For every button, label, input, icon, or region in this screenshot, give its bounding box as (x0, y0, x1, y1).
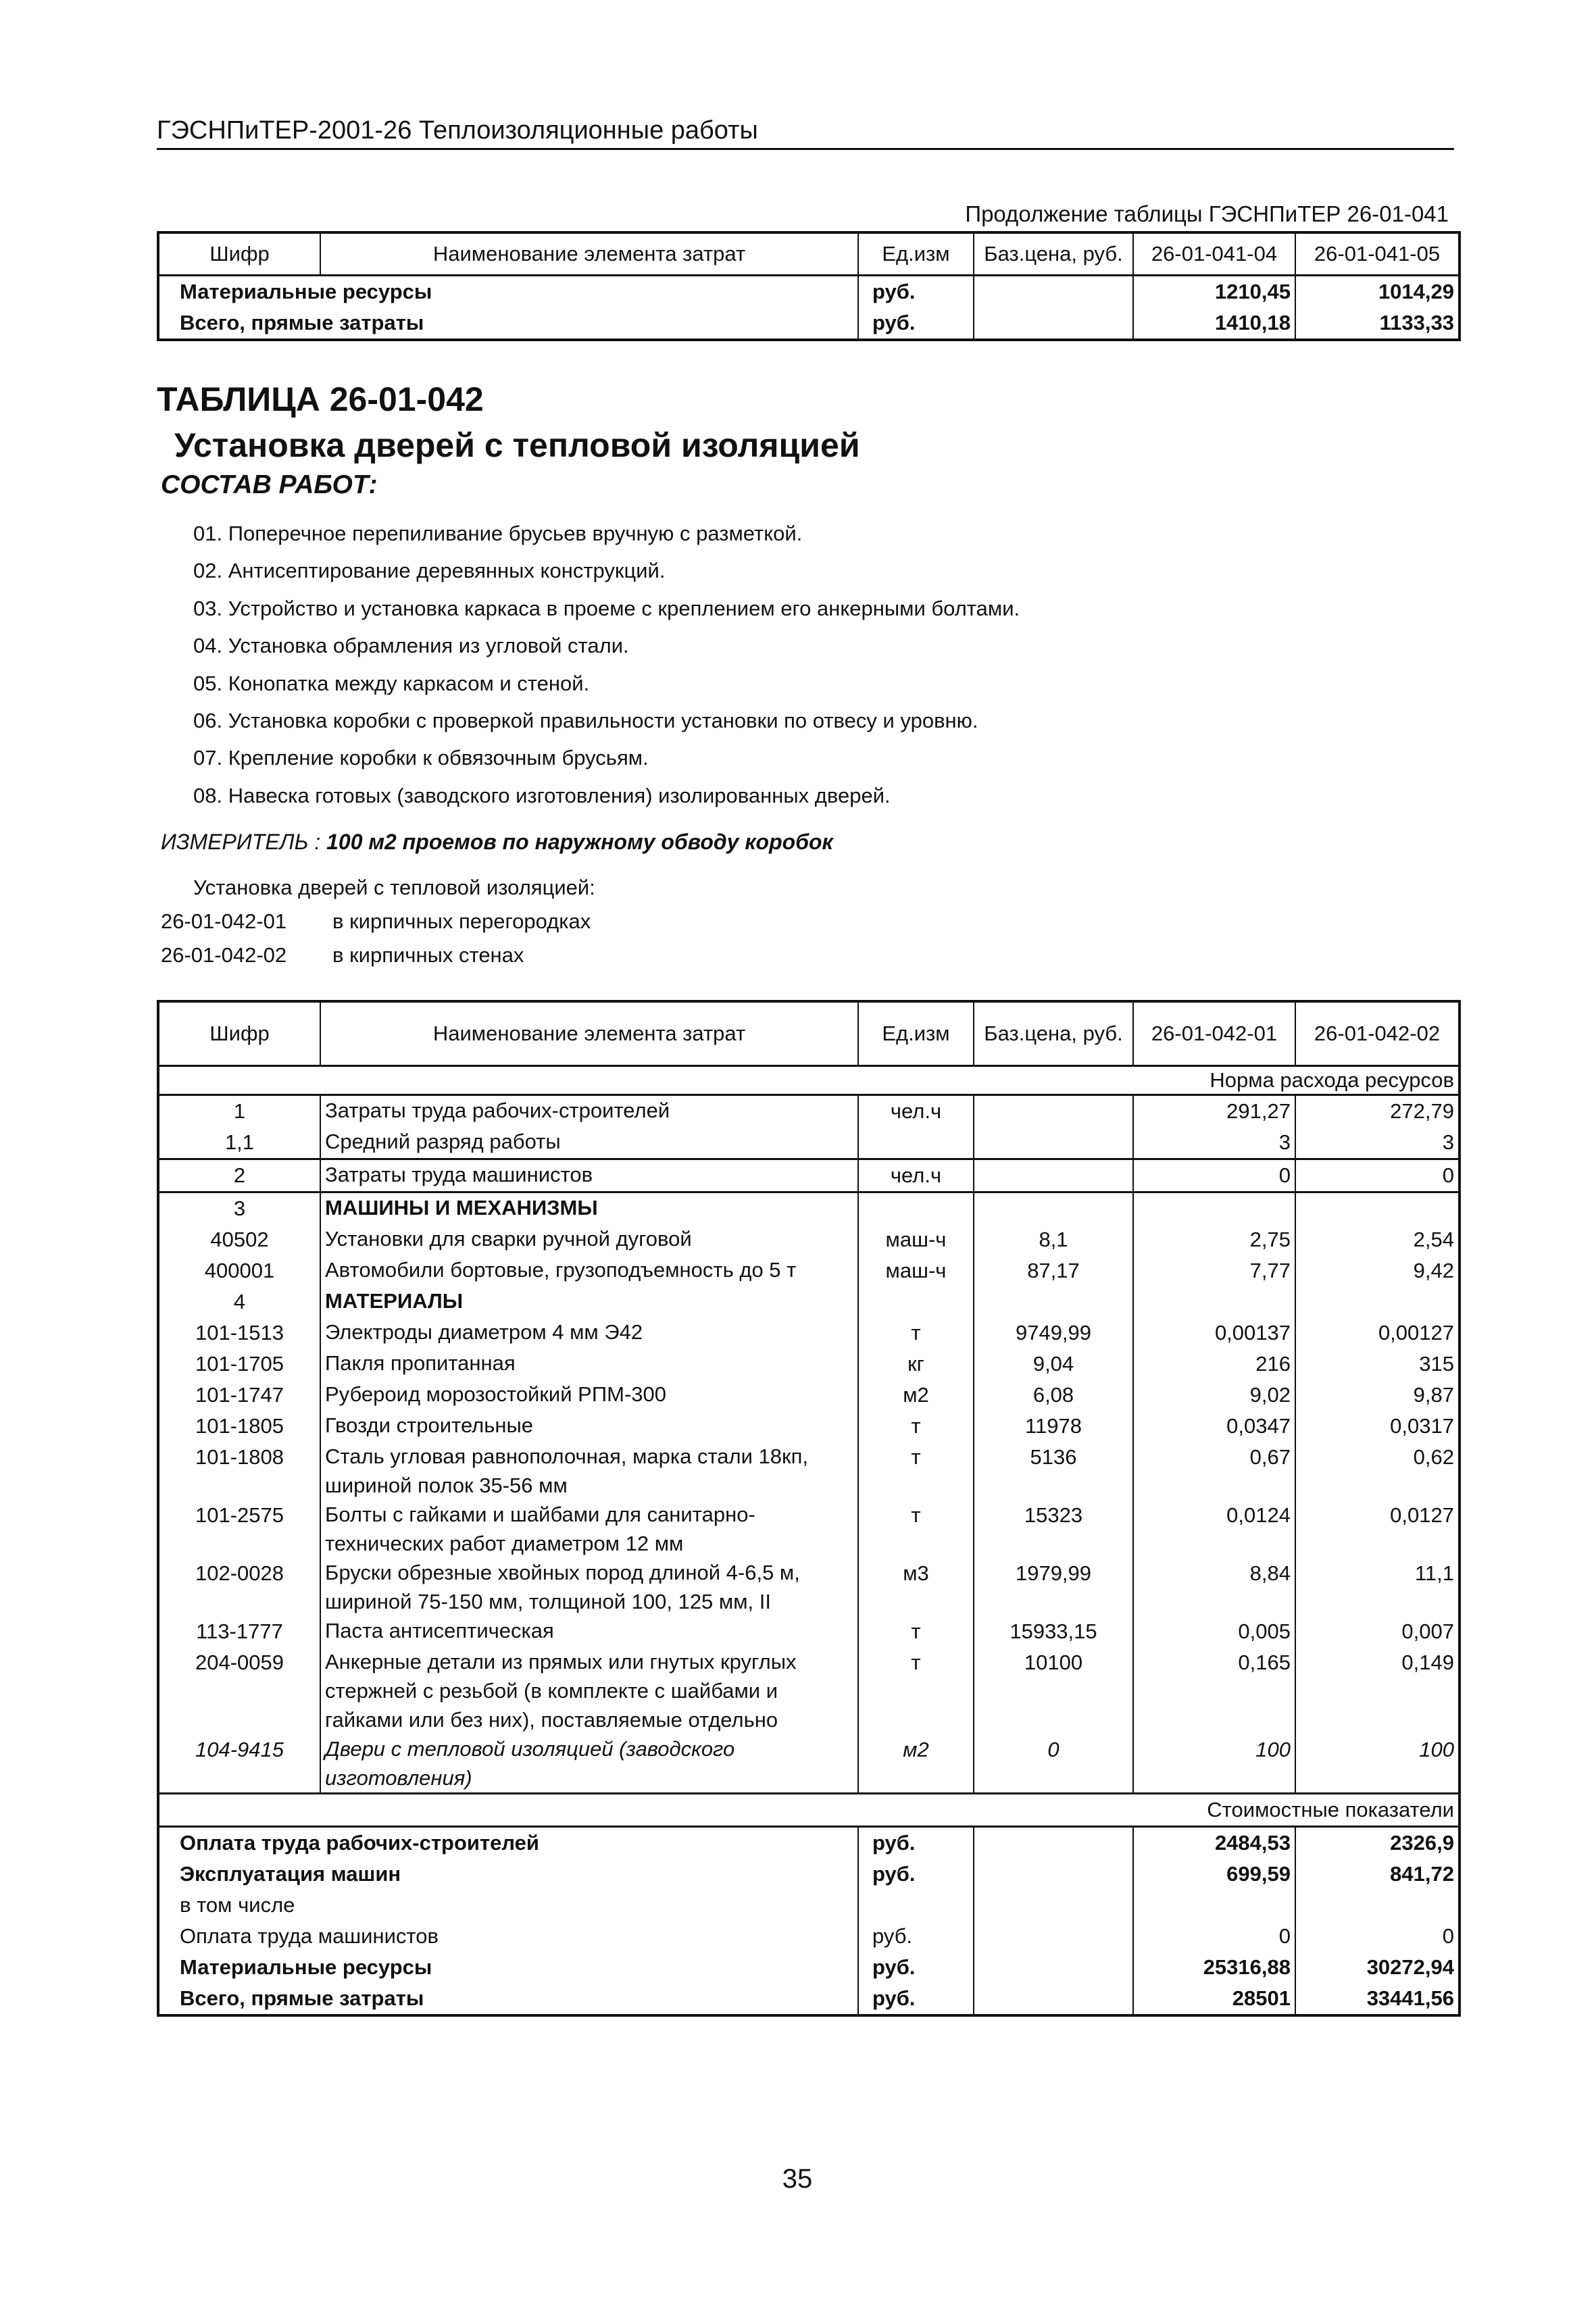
col-header-price: Баз.цена, руб. (974, 232, 1133, 276)
row-name: Пакля пропитанная (320, 1349, 858, 1380)
row-value-1: 216 (1133, 1349, 1295, 1380)
list-item: 02. Антисептирование деревянных конструкций. (193, 559, 666, 583)
row-price (974, 1095, 1133, 1128)
row-price: 15323 (974, 1500, 1133, 1558)
col-header-v2: 26-01-041-05 (1314, 242, 1441, 266)
row-value-1: 1410,18 (1133, 307, 1295, 340)
col-header-v1: 26-01-041-04 (1133, 232, 1295, 276)
row-value-2: 2,54 (1413, 1228, 1454, 1251)
row-value-2: 315 (1419, 1352, 1454, 1376)
row-price (974, 1983, 1133, 2015)
row-code: 204-0059 (158, 1647, 320, 1734)
meter-label: ИЗМЕРИТЕЛЬ : (161, 830, 321, 854)
row-unit: т (858, 1411, 974, 1442)
row-unit: чел.ч (858, 1159, 974, 1192)
row-price: 10100 (974, 1647, 1133, 1734)
row-unit: т (858, 1442, 974, 1500)
table-row (158, 1380, 1460, 1411)
row-value-1: 0 (1133, 1921, 1295, 1952)
row-value-2: 0 (1442, 1163, 1454, 1187)
row-value-1: 0,0347 (1133, 1411, 1295, 1442)
row-value-2: 100 (1419, 1738, 1454, 1761)
row-value-1: 0 (1133, 1159, 1295, 1192)
row-value-2: 0 (1295, 1921, 1460, 1952)
row-value-1: 0,0124 (1133, 1500, 1295, 1558)
resources-body (158, 1095, 1460, 1794)
row-value-2: 0,62 (1413, 1445, 1454, 1469)
row-name: Всего, прямые затраты (180, 311, 424, 334)
row-value-1: 699,59 (1133, 1859, 1295, 1890)
row-code: 104-9415 (158, 1734, 320, 1794)
list-item: 07. Крепление коробки к обвязочным брусьям. (193, 746, 649, 770)
table-row (158, 1127, 1460, 1159)
col-header-name: Наименование элемента затрат (320, 1001, 858, 1066)
table-row (158, 1734, 1460, 1794)
row-code: 3 (158, 1192, 320, 1225)
row-name: Двери с тепловой изоляцией (заводского изготовления) (320, 1734, 858, 1794)
row-value-1: 25316,88 (1133, 1952, 1295, 1983)
row-value-2: 9,87 (1413, 1383, 1454, 1407)
col-header-code: Шифр (158, 232, 320, 276)
row-name: Затраты труда машинистов (320, 1159, 858, 1192)
table-row (158, 307, 1460, 340)
row-value-1: 2484,53 (1133, 1827, 1295, 1859)
variant-code: 26-01-042-01 (161, 909, 287, 933)
row-name: Гвозди строительные (320, 1411, 858, 1442)
row-price (974, 1952, 1133, 1983)
composition-label: СОСТАВ РАБОТ: (161, 470, 378, 499)
row-value-2 (1295, 1192, 1460, 1225)
row-unit: маш-ч (858, 1224, 974, 1255)
table-row (158, 1411, 1460, 1442)
row-name: МАТЕРИАЛЫ (320, 1286, 858, 1317)
page-header: ГЭСНПиТЕР-2001-26 Теплоизоляционные работы (157, 116, 1454, 150)
table-row (158, 1827, 1460, 1859)
row-name: Рубероид морозостойкий РПМ-300 (320, 1380, 858, 1411)
row-value-1: 100 (1133, 1734, 1295, 1794)
table-row (158, 276, 1460, 308)
table-row (158, 1317, 1460, 1349)
table-row (158, 1890, 1460, 1921)
meter-line (161, 830, 833, 855)
row-name: Паста антисептическая (320, 1616, 858, 1647)
col-header-v1: 26-01-042-01 (1133, 1001, 1295, 1066)
row-code: 1 (158, 1095, 320, 1128)
col-header-unit: Ед.изм (858, 232, 974, 276)
row-value-1 (1133, 1192, 1295, 1225)
row-unit: м2 (858, 1380, 974, 1411)
table-26-01-041-tail (157, 231, 1461, 341)
variant-text: в кирпичных перегородках (332, 909, 591, 933)
row-value-1: 7,77 (1133, 1255, 1295, 1286)
row-unit (858, 1192, 974, 1225)
row-price: 5136 (974, 1442, 1133, 1500)
variant-code: 26-01-042-02 (161, 943, 287, 967)
row-value-1: 0,67 (1133, 1442, 1295, 1500)
list-item: 06. Установка коробки с проверкой правильности установки по отвесу и уровню. (193, 709, 978, 733)
meter-value: 100 м2 проемов по наружному обводу коробок (326, 830, 833, 854)
row-value-2: 0,149 (1401, 1651, 1454, 1674)
row-value-1 (1133, 1286, 1295, 1317)
table-row (158, 1983, 1460, 2015)
installation-caption: Установка дверей с тепловой изоляцией: (193, 876, 595, 899)
row-name: Материальные ресурсы (180, 280, 432, 303)
row-unit: руб. (858, 1921, 974, 1952)
row-price: 8,1 (974, 1224, 1133, 1255)
list-item: 04. Установка обрамления из угловой стали. (193, 634, 629, 658)
row-name: Болты с гайками и шайбами для санитарно-технических работ диаметром 12 мм (320, 1500, 858, 1558)
row-name: Затраты труда рабочих-строителей (320, 1095, 858, 1128)
row-value-1: 0,005 (1133, 1616, 1295, 1647)
row-value-2: 0,0317 (1390, 1414, 1454, 1438)
row-value-1: 291,27 (1133, 1095, 1295, 1128)
col-header-price: Баз.цена, руб. (974, 1001, 1133, 1066)
row-name: в том числе (180, 1893, 295, 1917)
row-value-2 (1295, 1890, 1460, 1921)
cost-label: Стоимостные показатели (1207, 1798, 1454, 1821)
table-row (158, 1921, 1460, 1952)
row-name: Средний разряд работы (320, 1127, 858, 1159)
row-value-1: 1210,45 (1133, 276, 1295, 308)
row-price: 6,08 (974, 1380, 1133, 1411)
row-name: Анкерные детали из прямых или гнутых круглых стержней с резьбой (в комплекте с шайбами и гайками или без них), поставляемые отдельно (320, 1647, 858, 1734)
variant-text: в кирпичных стенах (332, 943, 524, 967)
row-price: 87,17 (974, 1255, 1133, 1286)
table-subtitle: Установка дверей с тепловой изоляцией (174, 426, 860, 464)
row-value-2: 11,1 (1414, 1561, 1454, 1585)
row-name: Эксплуатация машин (180, 1862, 401, 1886)
row-value-2: 3 (1442, 1130, 1454, 1154)
table-row (158, 1952, 1460, 1983)
col-header-unit: Ед.изм (858, 1001, 974, 1066)
row-value-2: 33441,56 (1295, 1983, 1460, 2015)
row-name: Всего, прямые затраты (180, 1986, 424, 2010)
table-26-01-042 (157, 1000, 1461, 2017)
list-item: 01. Поперечное перепиливание брусьев вручную с разметкой. (193, 522, 803, 545)
table-title: ТАБЛИЦА 26-01-042 (157, 380, 484, 418)
row-unit: м3 (858, 1558, 974, 1616)
row-unit (858, 1127, 974, 1159)
variant-row (161, 943, 524, 967)
table-row (158, 1442, 1460, 1500)
row-price: 15933,15 (974, 1616, 1133, 1647)
list-item: 08. Навеска готовых (заводского изготовления) изолированных дверей. (193, 783, 891, 807)
table-continuation-note: Продолжение таблицы ГЭСНПиТЕР 26-01-041 (965, 201, 1449, 226)
row-price (974, 1159, 1133, 1192)
row-unit: т (858, 1647, 974, 1734)
row-name: Электроды диаметром 4 мм Э42 (320, 1317, 858, 1349)
row-value-2: 2326,9 (1295, 1827, 1460, 1859)
row-value-2 (1295, 1286, 1460, 1317)
row-unit: руб. (858, 1859, 974, 1890)
row-value-2: 1133,33 (1295, 307, 1460, 340)
row-code: 101-2575 (158, 1500, 320, 1558)
row-code: 1,1 (158, 1127, 320, 1159)
row-unit: т (858, 1317, 974, 1349)
row-unit: руб. (858, 276, 974, 308)
col-header-name: Наименование элемента затрат (320, 232, 858, 276)
row-unit (858, 1286, 974, 1317)
row-code: 2 (158, 1159, 320, 1192)
row-unit: т (858, 1616, 974, 1647)
row-price (974, 1890, 1133, 1921)
row-code: 400001 (158, 1255, 320, 1286)
row-unit: руб. (858, 1983, 974, 2015)
variant-row (161, 909, 591, 934)
list-item: 05. Конопатка между каркасом и стеной. (193, 671, 590, 695)
table-row (158, 1616, 1460, 1647)
table-row (158, 1647, 1460, 1734)
table-row (158, 1349, 1460, 1380)
row-name: Автомобили бортовые, грузоподъемность до 5 т (320, 1255, 858, 1286)
row-value-1: 3 (1133, 1127, 1295, 1159)
row-value-2: 0,0127 (1390, 1503, 1454, 1527)
row-value-2: 841,72 (1295, 1859, 1460, 1890)
row-value-1 (1133, 1890, 1295, 1921)
row-value-1: 28501 (1133, 1983, 1295, 2015)
row-unit: кг (858, 1349, 974, 1380)
row-value-1: 2,75 (1133, 1224, 1295, 1255)
row-name: Установки для сварки ручной дуговой (320, 1224, 858, 1255)
row-code: 101-1747 (158, 1380, 320, 1411)
row-value-1: 9,02 (1133, 1380, 1295, 1411)
row-unit: маш-ч (858, 1255, 974, 1286)
table-row (158, 1286, 1460, 1317)
table-row (158, 1500, 1460, 1558)
row-unit: чел.ч (858, 1095, 974, 1128)
row-price (974, 1921, 1133, 1952)
row-code: 113-1777 (158, 1616, 320, 1647)
row-price (974, 1127, 1133, 1159)
row-value-1: 0,00137 (1133, 1317, 1295, 1349)
table-row (158, 1859, 1460, 1890)
row-name: Бруски обрезные хвойных пород длиной 4-6,5 м, шириной 75-150 мм, толщиной 100, 125 мм, II (320, 1558, 858, 1616)
row-unit: т (858, 1500, 974, 1558)
row-code: 101-1805 (158, 1411, 320, 1442)
row-unit: руб. (858, 1827, 974, 1859)
row-code: 40502 (158, 1224, 320, 1255)
row-value-1: 0,165 (1133, 1647, 1295, 1734)
table-row (158, 1224, 1460, 1255)
row-name: Оплата труда машинистов (180, 1924, 439, 1948)
row-value-2: 30272,94 (1295, 1952, 1460, 1983)
row-code: 4 (158, 1286, 320, 1317)
table-row (158, 1255, 1460, 1286)
row-value-2: 272,79 (1390, 1099, 1454, 1123)
row-value-2: 0,00127 (1378, 1321, 1454, 1344)
row-name: Сталь угловая равнополочная, марка стали 18кп, шириной полок 35-56 мм (320, 1442, 858, 1500)
table-row (158, 1192, 1460, 1225)
row-value-2: 9,42 (1413, 1259, 1454, 1282)
row-price: 9,04 (974, 1349, 1133, 1380)
row-name: МАШИНЫ И МЕХАНИЗМЫ (320, 1192, 858, 1225)
row-name: Оплата труда рабочих-строителей (180, 1831, 539, 1855)
col-header-code: Шифр (158, 1001, 320, 1066)
row-price (974, 1859, 1133, 1890)
row-price: 9749,99 (974, 1317, 1133, 1349)
row-value-1: 8,84 (1133, 1558, 1295, 1616)
col-header-v2: 26-01-042-02 (1314, 1022, 1441, 1045)
row-name: Материальные ресурсы (180, 1955, 432, 1979)
row-code: 101-1513 (158, 1317, 320, 1349)
table-row (158, 1558, 1460, 1616)
row-price (974, 1192, 1133, 1225)
row-price (974, 1827, 1133, 1859)
row-unit: м2 (858, 1734, 974, 1794)
list-item: 03. Устройство и установка каркаса в проеме с креплением его анкерными болтами. (193, 596, 1020, 620)
table-row (158, 1095, 1460, 1128)
row-price: 0 (974, 1734, 1133, 1794)
cost-body (158, 1827, 1460, 2016)
page-number: 35 (782, 2164, 813, 2194)
row-price: 11978 (974, 1411, 1133, 1442)
row-code: 101-1705 (158, 1349, 320, 1380)
row-value-2: 1014,29 (1295, 276, 1460, 308)
row-code: 102-0028 (158, 1558, 320, 1616)
row-unit: руб. (858, 307, 974, 340)
table-row (158, 1159, 1460, 1192)
operations-list (193, 515, 1020, 814)
row-code: 101-1808 (158, 1442, 320, 1500)
row-unit: руб. (858, 1952, 974, 1983)
row-price: 1979,99 (974, 1558, 1133, 1616)
row-value-2: 0,007 (1401, 1619, 1454, 1643)
row-unit (858, 1890, 974, 1921)
row-price (974, 1286, 1133, 1317)
norm-label: Норма расхода ресурсов (1210, 1068, 1454, 1092)
